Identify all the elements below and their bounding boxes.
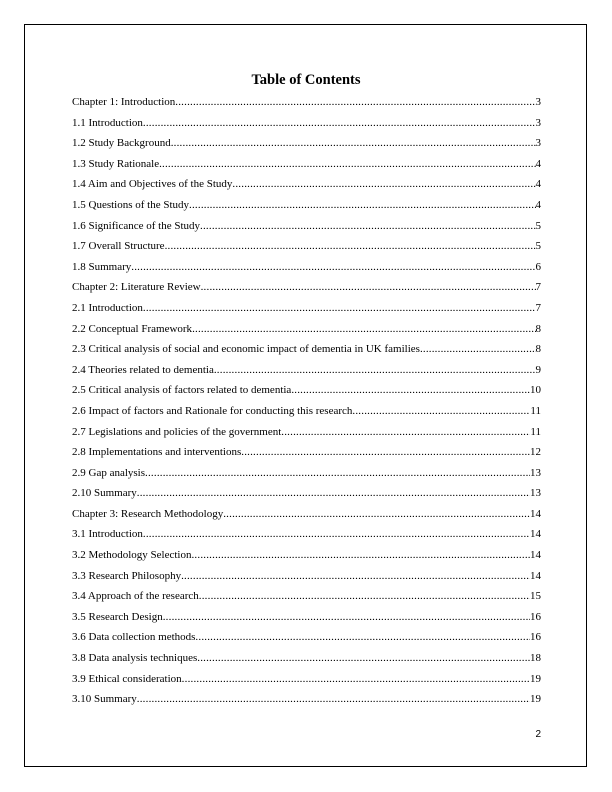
toc-entry-label: 3.10 Summary	[72, 693, 137, 706]
toc-entry-label: 1.2 Study Background	[72, 137, 171, 150]
toc-entry[interactable]	[72, 383, 541, 404]
toc-entry-page: 13	[530, 487, 541, 500]
toc-entry[interactable]	[72, 651, 541, 672]
toc-entry-page: 7	[535, 301, 541, 314]
toc-dot-leader	[171, 136, 536, 151]
toc-entry-label: 2.7 Legislations and policies of the government	[72, 425, 282, 438]
toc-dot-leader	[175, 95, 535, 110]
toc-entry[interactable]	[72, 363, 541, 384]
toc-entry[interactable]	[72, 260, 541, 281]
toc-dot-leader	[159, 157, 535, 172]
toc-entry[interactable]	[72, 445, 541, 466]
toc-entry-page: 19	[530, 693, 541, 706]
toc-entry-page: 5	[535, 240, 541, 253]
toc-entry-label: 2.8 Implementations and interventions	[72, 446, 242, 459]
toc-entry[interactable]	[72, 672, 541, 693]
toc-entry-label: 2.5 Critical analysis of factors related to dementia	[72, 384, 292, 397]
toc-entry[interactable]	[72, 95, 541, 116]
toc-dot-leader	[165, 239, 536, 254]
toc-entry[interactable]	[72, 219, 541, 240]
toc-entry-page: 4	[535, 157, 541, 170]
toc-dot-leader	[223, 507, 530, 522]
toc-entry[interactable]	[72, 610, 541, 631]
toc-entry-label: 2.10 Summary	[72, 487, 137, 500]
toc-entry-label: 3.1 Introduction	[72, 528, 143, 541]
toc-entry[interactable]	[72, 157, 541, 178]
toc-entry-label: 2.3 Critical analysis of social and economic impact of dementia in UK families	[72, 343, 420, 356]
toc-entry-label: 1.3 Study Rationale	[72, 157, 160, 170]
toc-dot-leader	[291, 383, 530, 398]
toc-list	[72, 95, 541, 713]
toc-entry-label: 3.2 Methodology Selection	[72, 549, 192, 562]
toc-entry-page: 7	[535, 281, 541, 294]
toc-dot-leader	[420, 342, 536, 357]
toc-dot-leader	[137, 486, 530, 501]
toc-entry-page: 11	[530, 404, 541, 417]
toc-entry-label: 2.4 Theories related to dementia	[72, 363, 214, 376]
toc-dot-leader	[189, 198, 535, 213]
toc-entry-label: 2.1 Introduction	[72, 301, 143, 314]
toc-dot-leader	[143, 116, 536, 131]
toc-dot-leader	[214, 363, 536, 378]
toc-entry[interactable]	[72, 466, 541, 487]
toc-entry-label: 3.6 Data collection methods	[72, 631, 196, 644]
toc-entry-label: 1.4 Aim and Objectives of the Study	[72, 178, 233, 191]
toc-entry[interactable]	[72, 301, 541, 322]
toc-dot-leader	[241, 445, 530, 460]
toc-entry-page: 16	[530, 610, 541, 623]
toc-entry-label: Chapter 1: Introduction	[72, 96, 176, 108]
toc-entry-label: 2.2 Conceptual Framework	[72, 322, 193, 335]
toc-entry-label: 3.9 Ethical consideration	[72, 672, 182, 685]
toc-entry-label: 1.6 Significance of the Study	[72, 219, 201, 232]
toc-dot-leader	[181, 569, 530, 584]
toc-entry[interactable]	[72, 322, 541, 343]
toc-entry-page: 4	[535, 178, 541, 191]
toc-dot-leader	[281, 425, 530, 440]
toc-entry[interactable]	[72, 507, 541, 528]
toc-entry[interactable]	[72, 136, 541, 157]
toc-entry-page: 16	[530, 631, 541, 644]
toc-entry-label: 2.9 Gap analysis	[72, 466, 146, 479]
toc-dot-leader	[199, 589, 530, 604]
toc-dot-leader	[232, 177, 535, 192]
toc-entry-label: Chapter 3: Research Methodology	[72, 507, 224, 520]
toc-dot-leader	[182, 672, 530, 687]
toc-entry-label: Chapter 2: Literature Review	[72, 281, 201, 294]
toc-entry[interactable]	[72, 692, 541, 713]
toc-entry-page: 15	[530, 590, 541, 603]
toc-entry[interactable]	[72, 569, 541, 590]
toc-dot-leader	[191, 548, 530, 563]
toc-entry-label: 1.7 Overall Structure	[72, 240, 165, 253]
toc-dot-leader	[131, 260, 535, 275]
toc-entry[interactable]	[72, 425, 541, 446]
toc-entry-label: 3.5 Research Design	[72, 610, 163, 623]
toc-dot-leader	[145, 466, 530, 481]
toc-entry-page: 8	[535, 343, 541, 356]
toc-entry-page: 5	[535, 219, 541, 232]
toc-entry-label: 3.3 Research Philosophy	[72, 569, 182, 582]
toc-entry[interactable]	[72, 486, 541, 507]
page-number: 2	[535, 729, 541, 740]
toc-entry-label: 1.5 Questions of the Study	[72, 198, 190, 211]
toc-entry-page: 14	[530, 528, 541, 541]
toc-entry-page: 10	[530, 384, 541, 397]
toc-entry[interactable]	[72, 404, 541, 425]
toc-entry-page: 3	[535, 96, 541, 108]
toc-entry-page: 9	[535, 363, 541, 376]
toc-entry[interactable]	[72, 630, 541, 651]
toc-entry-page: 13	[530, 466, 541, 479]
toc-entry-page: 11	[530, 425, 541, 438]
toc-entry-page: 14	[530, 507, 541, 520]
toc-entry[interactable]	[72, 589, 541, 610]
toc-dot-leader	[201, 280, 536, 295]
toc-dot-leader	[197, 651, 530, 666]
toc-entry-label: 3.8 Data analysis techniques	[72, 652, 198, 665]
toc-entry-page: 8	[535, 322, 541, 335]
toc-entry-page: 3	[535, 116, 541, 129]
toc-dot-leader	[192, 322, 535, 337]
toc-entry[interactable]	[72, 280, 541, 301]
toc-entry[interactable]	[72, 239, 541, 260]
toc-entry-page: 6	[535, 260, 541, 273]
toc-entry-page: 4	[535, 198, 541, 211]
toc-entry[interactable]	[72, 527, 541, 548]
toc-dot-leader	[143, 527, 530, 542]
toc-entry[interactable]	[72, 342, 541, 363]
toc-dot-leader	[163, 610, 530, 625]
toc-entry-page: 18	[530, 652, 541, 665]
toc-entry[interactable]	[72, 198, 541, 219]
toc-dot-leader	[137, 692, 530, 707]
toc-entry-page: 12	[530, 446, 541, 459]
toc-entry-label: 2.6 Impact of factors and Rationale for conducting this research	[72, 404, 353, 417]
toc-dot-leader	[195, 630, 530, 645]
toc-dot-leader	[352, 404, 530, 419]
toc-dot-leader	[143, 301, 536, 316]
toc-entry-page: 14	[530, 549, 541, 562]
toc-entry-label: 1.8 Summary	[72, 260, 132, 273]
toc-entry-page: 14	[530, 569, 541, 582]
toc-entry-page: 19	[530, 672, 541, 685]
toc-entry[interactable]	[72, 548, 541, 569]
toc-dot-leader	[200, 219, 535, 234]
toc-entry[interactable]	[72, 177, 541, 198]
toc-title: Table of Contents	[251, 72, 361, 88]
toc-entry[interactable]	[72, 116, 541, 137]
toc-entry-label: 3.4 Approach of the research	[72, 590, 199, 603]
toc-entry-label: 1.1 Introduction	[72, 116, 143, 129]
toc-entry-page: 3	[535, 137, 541, 150]
